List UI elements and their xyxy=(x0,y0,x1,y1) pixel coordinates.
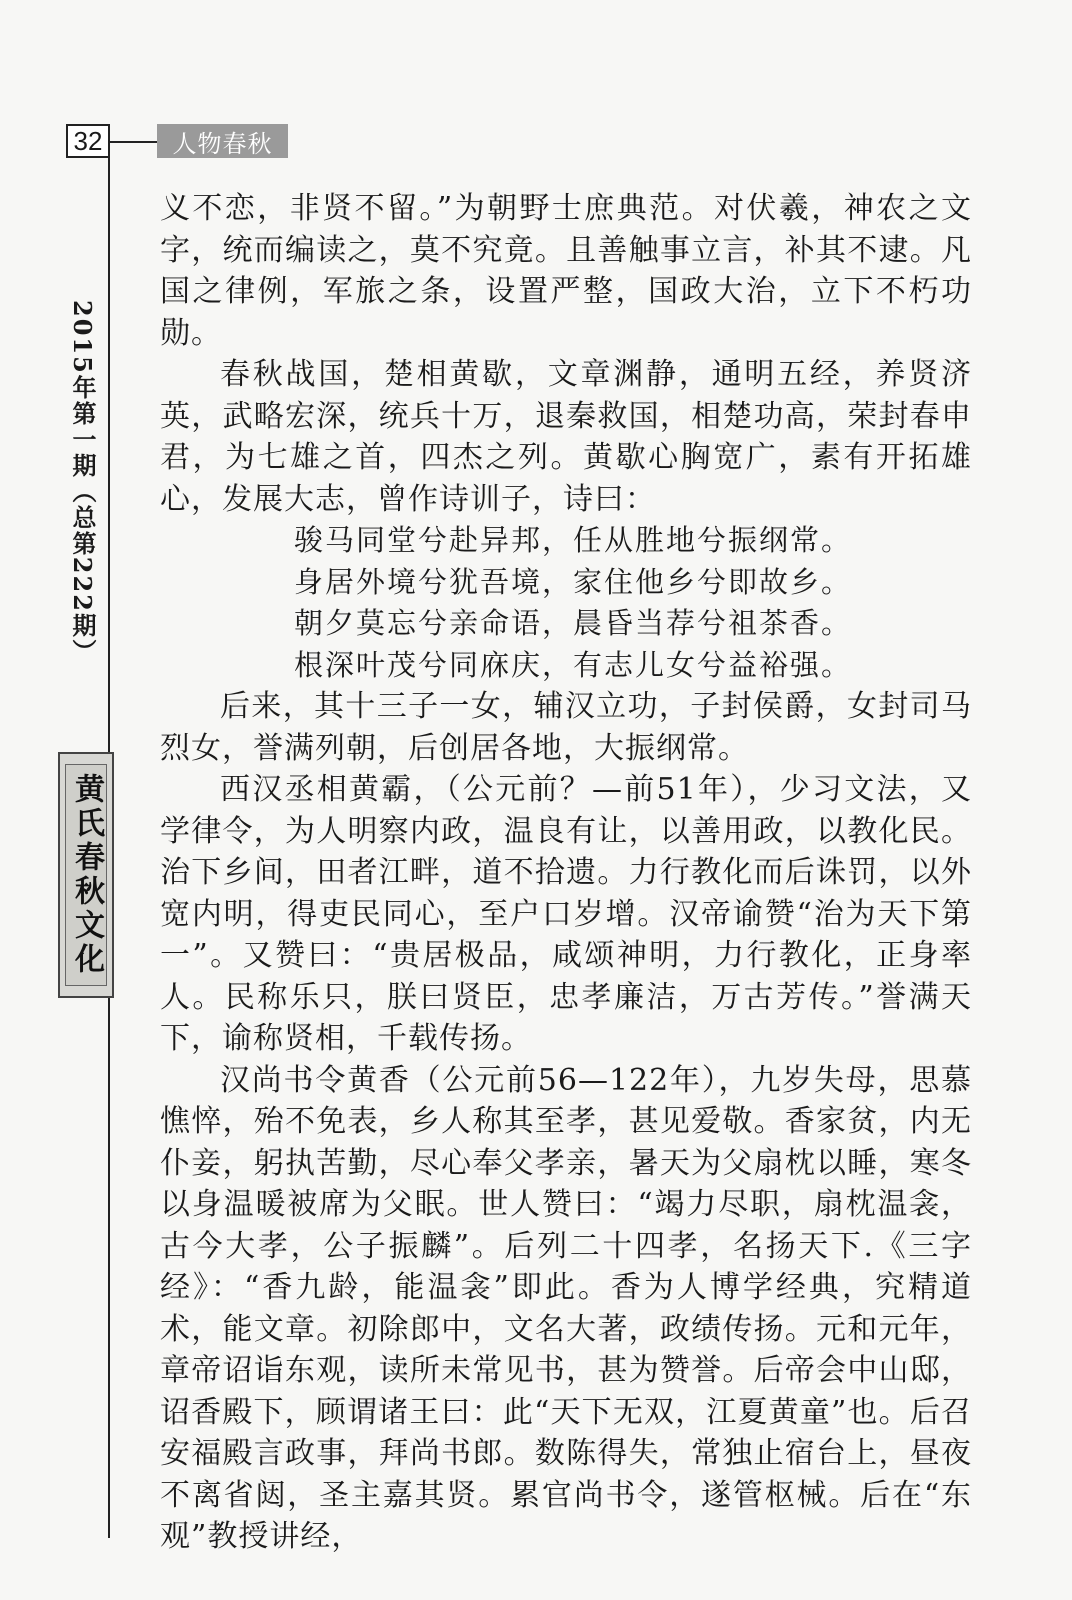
page-number: 32 xyxy=(66,124,110,158)
journal-logo xyxy=(58,752,114,998)
section-title: 人物春秋 xyxy=(157,124,288,158)
article-body xyxy=(160,188,972,1558)
paragraph-2: 春秋战国，楚相黄歇，文章渊静，通明五经，养贤济英，武略宏深，统兵十万，退秦救国，相楚功高，荣封春申君，为七雄之首，四杰之列。黄歇心胸宽广，素有开拓雄心，发展大志，曾作诗训子，诗曰： xyxy=(160,357,972,517)
journal-logo-frame xyxy=(65,764,107,986)
header-rule xyxy=(110,141,157,143)
poem-line-1: 骏马同堂兮赴异邦，任从胜地兮振纲常。 xyxy=(294,523,853,557)
paragraph-1: 义不恋，非贤不留。”为朝野士庶典范。对伏羲，神农之文字，统而编读之，莫不究竟。且善触事立言，补其不逮。凡国之律例，军旅之条，设置严整，国政大治，立下不朽功勋。 xyxy=(160,191,972,351)
issue-info: 2015年第一期（总第222期） xyxy=(68,300,97,665)
poem-line-4: 根深叶茂兮同庥庆，有志儿女兮益裕强。 xyxy=(294,647,853,682)
paragraph-3: 后来，其十三子一女，辅汉立功，子封侯爵，女封司马烈女，誉满列朝，后创居各地，大振纲常。 xyxy=(160,689,972,766)
journal-title: 黄氏春秋文化 xyxy=(69,773,104,977)
paragraph-4: 西汉丞相黄霸，（公元前？—前51年），少习文法，又学律令，为人明察内政，温良有让，以善用政，以教化民。治下乡间，田者江畔，道不拾遗。力行教化而后诛罚，以外宽内明，得吏民同心，至户口岁增。汉帝谕赞“治为天下第一”。又赞曰：“贵居极品，咸颂神明，力行教化，正身率人。民称乐只，朕曰贤臣，忠孝廉洁，万古芳传。”誉满天下，谕称贤相，千载传扬。 xyxy=(160,772,972,1056)
paragraph-5: 汉尚书令黄香（公元前56—122年），九岁失母，思慕憔悴，殆不免表，乡人称其至孝，甚见爱敬。香家贫，内无仆妾，躬执苦勤，尽心奉父孝亲，暑天为父扇枕以睡，寒冬以身温暖被席为父眠。世人赞曰：“竭力尽职，扇枕温衾，古今大孝，公子振麟”。后列二十四孝，名扬天下.《三字经》：“香九龄，能温衾”即此。香为人博学经典，究精道术，能文章。初除郎中，文名大著，政绩传扬。元和元年，章帝诏诣东观，读所未常见书，甚为赞誉。后帝会中山邸，诏香殿下，顾谓诸王曰：此“天下无双，江夏黄童”也。后召安福殿言政事，拜尚书郎。数陈得失，常独止宿台上，昼夜不离省闼，圣主嘉其贤。累官尚书令，遂管枢械。后在“东观”教授讲经， xyxy=(160,1062,972,1554)
poem-line-3: 朝夕莫忘兮亲命语，晨昏当荐兮祖茶香。 xyxy=(294,606,853,640)
poem-line-2: 身居外境兮犹吾境，家住他乡兮即故乡。 xyxy=(294,564,853,599)
